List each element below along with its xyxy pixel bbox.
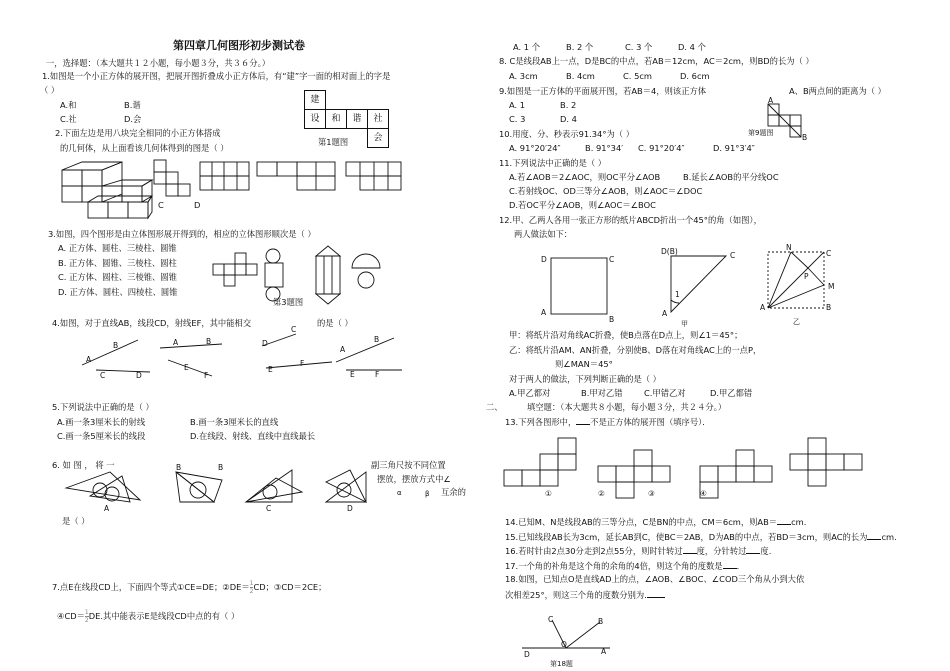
q17-tail: . [736, 561, 740, 571]
q5-option-a: A.画一条3厘米长的射线 [57, 417, 146, 427]
q12-label: A [662, 309, 668, 318]
q12-option-a: A.甲乙都对 [509, 388, 551, 398]
q2-label-c: C [158, 200, 164, 210]
q18-label: D [524, 650, 530, 659]
q5-option-c: C.画一条5厘米长的线段 [57, 431, 146, 441]
q9-stem: 9.如图是一正方体的平面展开图，若AB＝4，则该正方体 [499, 86, 707, 96]
q12-label: B [609, 315, 615, 324]
q16-mid: 度，分针转过 [696, 546, 747, 556]
q12-label: 1 [675, 290, 680, 299]
q4-label: E [184, 363, 189, 372]
section-1-heading: 一，选择题：（本大题共１２小题，每小题３分，共３６分。） [46, 58, 271, 68]
fraction-denominator: 2 [249, 588, 254, 595]
q12-jia-text: 甲：将纸片沿对角线AC折叠，使B点落在D点上，则∠1＝45°； [509, 330, 743, 340]
q1-option-a: A.和 [60, 100, 77, 110]
q1-paren: （ ） [40, 85, 60, 95]
q6-right-text-1: 副三角尺按不同位置 [371, 460, 446, 470]
q8-option-c: C. 5cm [623, 71, 652, 81]
q4-label: A [173, 338, 179, 347]
q4-label: C [291, 325, 297, 334]
q12-label: A [541, 308, 547, 317]
q11-option-b: B.延长∠AOB的平分线OC [683, 172, 779, 182]
q18-label: O [561, 640, 567, 649]
q13-label: ② [598, 489, 605, 498]
q7-option-a: A. 1 个 [513, 42, 541, 52]
q7-line2-end: DE.其中能表示E是线段CD中点的有（ ） [88, 611, 240, 621]
net-cell: 谐 [346, 109, 368, 129]
q4-stem: 4.如图，对于直线AB，线段CD，射线EF，其中能相交 [52, 318, 252, 328]
q12-label: D [541, 255, 547, 264]
q16-stem: 16.若时针由2点30分走到2点55分，则时针转过 [505, 546, 683, 556]
q12-label: C [730, 251, 736, 260]
q6-beta: β [425, 490, 430, 498]
q18-stem-line2-text: 次相差25°，则这三个角的度数分别为. [505, 590, 647, 600]
q12-label: A [760, 303, 766, 312]
q6-stem-tail: 是（ ） [62, 516, 90, 526]
q18-figure-caption: 第18题 [550, 660, 573, 668]
q18-label: A [601, 647, 607, 656]
net-cell: 会 [367, 128, 389, 148]
q10-option-c: C. 91°20′4″ [638, 143, 685, 153]
q13-label: ① [545, 489, 552, 498]
net-cell: 社 [367, 109, 389, 129]
q1-option-d: D.会 [124, 114, 142, 124]
q4-label: E [268, 365, 273, 374]
q7-stem-mid: CD；③CD＝2CE； [253, 582, 327, 592]
q12-judge: 对于两人的做法，下列判断正确的是（ ） [509, 374, 661, 384]
net-cell: 设 [304, 109, 326, 129]
q12-label: N [786, 243, 792, 252]
q6-alpha: α [397, 489, 402, 497]
q13-label: ③ [648, 489, 655, 498]
q4-label: D [262, 339, 268, 348]
q18-label: B [598, 617, 604, 626]
q7-option-d: D. 4 个 [678, 42, 706, 52]
q15-tail: cm. [881, 532, 897, 542]
q1-stem: 1.如图是一个小正方体的展开图，把展开图折叠成小正方体后，有“建”字一面的相对面上的字是 [42, 71, 391, 81]
q8-stem: 8. C是线段AB上一点，D是BC的中点，若AB＝12cm，AC＝2cm，则BD的长为（ ） [499, 56, 814, 66]
q4-label: C [100, 371, 106, 380]
q3-option-c: C. 正方体、圆柱、三棱锥、圆锥 [58, 272, 177, 282]
q9-option-a: A. 1 [509, 100, 526, 110]
q12-label: M [828, 282, 835, 291]
q6-label: C [266, 504, 272, 513]
q4-label: F [375, 370, 380, 379]
q1-option-b: B.谐 [124, 100, 141, 110]
section-2-number: 二、 [486, 402, 503, 412]
q9-option-b: B. 2 [560, 100, 577, 110]
q13-stem-text: 13.下列各图形中， [505, 417, 577, 427]
q11-option-a: A.若∠AOB＝2∠AOC，则OC平分∠AOB [509, 172, 661, 182]
q7-stem-text: 7.点E在线段CD上，下面四个等式①CE=DE；②DE＝ [52, 582, 250, 592]
q3-option-d: D. 正方体、圆柱、四棱柱、圆锥 [58, 287, 178, 297]
q12-yi-text-2: 则∠MAN＝45° [555, 359, 613, 369]
q14-tail: cm. [791, 517, 807, 527]
q12-stem: 12.甲、乙两人各用一张正方形的纸片ABCD折出一个45°的角（如图）， [499, 215, 762, 225]
q11-option-d: D.若OC平分∠AOB，则∠AOC＝∠BOC [509, 200, 656, 210]
q12-label: D(B) [661, 247, 678, 256]
q2-label-d: D [194, 200, 201, 210]
q17-stem: 17.一个角的补角是这个角的余角的4倍，则这个角的度数是 [505, 561, 723, 571]
q10-option-a: A. 91°20′24″ [509, 143, 561, 153]
q4-label: B [113, 341, 119, 350]
q6-right-text-3: 互余的 [441, 487, 466, 497]
q4-label: D [136, 371, 142, 380]
q12-option-d: D.甲乙都错 [710, 388, 753, 398]
q9-label-a: A [768, 96, 774, 105]
q9-option-c: C. 3 [509, 114, 526, 124]
fraction-numerator: 1 [249, 580, 254, 587]
q13-label: ④ [700, 489, 707, 498]
q8-option-d: D. 6cm [680, 71, 710, 81]
q1-option-c: C.社 [60, 114, 77, 124]
q12-caption: 甲 [681, 320, 688, 328]
q8-option-b: B. 4cm [566, 71, 595, 81]
q4-label: B [206, 337, 212, 346]
q9-label-b: B [802, 133, 808, 142]
q9-figure-caption: 第9题图 [748, 129, 774, 137]
q10-option-b: B. 91°34′ [585, 143, 624, 153]
q9-option-d: D. 4 [560, 114, 577, 124]
q3-option-a: A. 正方体、圆柱、三棱柱、圆锥 [58, 243, 177, 253]
q12-yi-text-1: 乙：将纸片沿AM、AN折叠，分别使B、D落在对角线AC上的一点P， [509, 345, 762, 355]
q16-tail: 度. [760, 546, 772, 556]
net-cell: 和 [325, 109, 347, 129]
q11-stem: 11.下列说法中正确的是（ ） [499, 158, 607, 168]
q18-label: C [548, 615, 554, 624]
q7-option-c: C. 3 个 [625, 42, 653, 52]
q4-label: E [350, 370, 355, 379]
q4-label: B [374, 335, 380, 344]
q10-option-d: D. 91°3′4″ [713, 143, 755, 153]
q4-stem-tail: 的是（ ） [317, 318, 353, 328]
q4-label: A [86, 355, 92, 364]
q13-stem-tail: 不是正方体的展开图（填序号）． [590, 417, 711, 427]
q18-stem: 18.如图，已知点O是直线AD上的点，∠AOB、∠BOC、∠COD三个角从小到大依 [505, 574, 805, 584]
q14-stem: 14.已知M、N是线段AB的三等分点，C是BN的中点，CM＝6cm，则AB＝ [505, 517, 778, 527]
q4-label: F [204, 371, 209, 380]
q11-option-c: C.若射线OC、OD三等分∠AOB，则∠AOC＝∠DOC [509, 186, 703, 196]
q6-label: B [218, 463, 224, 472]
q7-option-b: B. 2 个 [566, 42, 594, 52]
q12-stem-line2: 两人做法如下： [514, 229, 573, 239]
q4-label: A [340, 345, 346, 354]
q3-option-b: B. 正方体、圆锥、三棱柱、圆柱 [58, 258, 177, 268]
q6-right-text-2: 摆放，摆放方式中∠ [377, 474, 451, 484]
q12-option-b: B.甲对乙错 [581, 388, 623, 398]
q12-option-c: C.甲错乙对 [644, 388, 686, 398]
q5-option-b: B.画一条3厘米长的直线 [190, 417, 279, 427]
q5-option-d: D.在线段、射线、直线中直线最长 [190, 431, 316, 441]
q15-stem: 15.已知线段AB长为3cm，延长AB到C，使BC＝2AB，D为AB的中点，若BD＝3cm，则AC的长为 [505, 532, 868, 542]
q7-line2-start: ④CD＝ [57, 611, 85, 621]
q3-stem: 3.如图，四个图形是由立体图形展开得到的，相应的立体图形顺次是（ ） [48, 229, 316, 239]
q8-option-a: A. 3cm [509, 71, 538, 81]
q10-stem: 10.用度、分、秒表示91.34°为（ ） [499, 129, 634, 139]
q9-stem-tail: A、B两点间的距离为（ ） [789, 86, 886, 96]
q12-label: B [826, 303, 832, 312]
q1-figure-caption: 第1题图 [318, 137, 349, 147]
q6-stem: 6. 如 图 ， 将 一 [52, 460, 115, 470]
page-title: 第四章几何图形初步测试卷 [173, 39, 305, 52]
q12-label: P [804, 272, 809, 281]
q12-label: C [826, 249, 832, 258]
section-2-heading: 填空题：（本大题共８小题，每小题３分，共２４分。） [527, 402, 727, 412]
q12-caption: 乙 [793, 318, 800, 326]
q6-label: A [104, 504, 110, 513]
q12-label: C [609, 255, 615, 264]
q2-stem: 2.下面左边是用八块完全相同的小正方体搭成 [55, 128, 221, 138]
q6-label: D [347, 504, 353, 513]
q4-label: F [300, 359, 305, 368]
net-cell: 建 [304, 90, 326, 110]
q2-stem-line2: 的几何体，从上面看该几何体得到的图是（ ） [60, 143, 229, 153]
fraction-denominator: 2 [84, 617, 89, 624]
q6-label: B [176, 463, 182, 472]
fraction-numerator: 1 [84, 609, 89, 616]
q5-stem: 5.下列说法中正确的是（ ） [52, 402, 154, 412]
q3-figure-caption: 第3题图 [273, 297, 304, 307]
